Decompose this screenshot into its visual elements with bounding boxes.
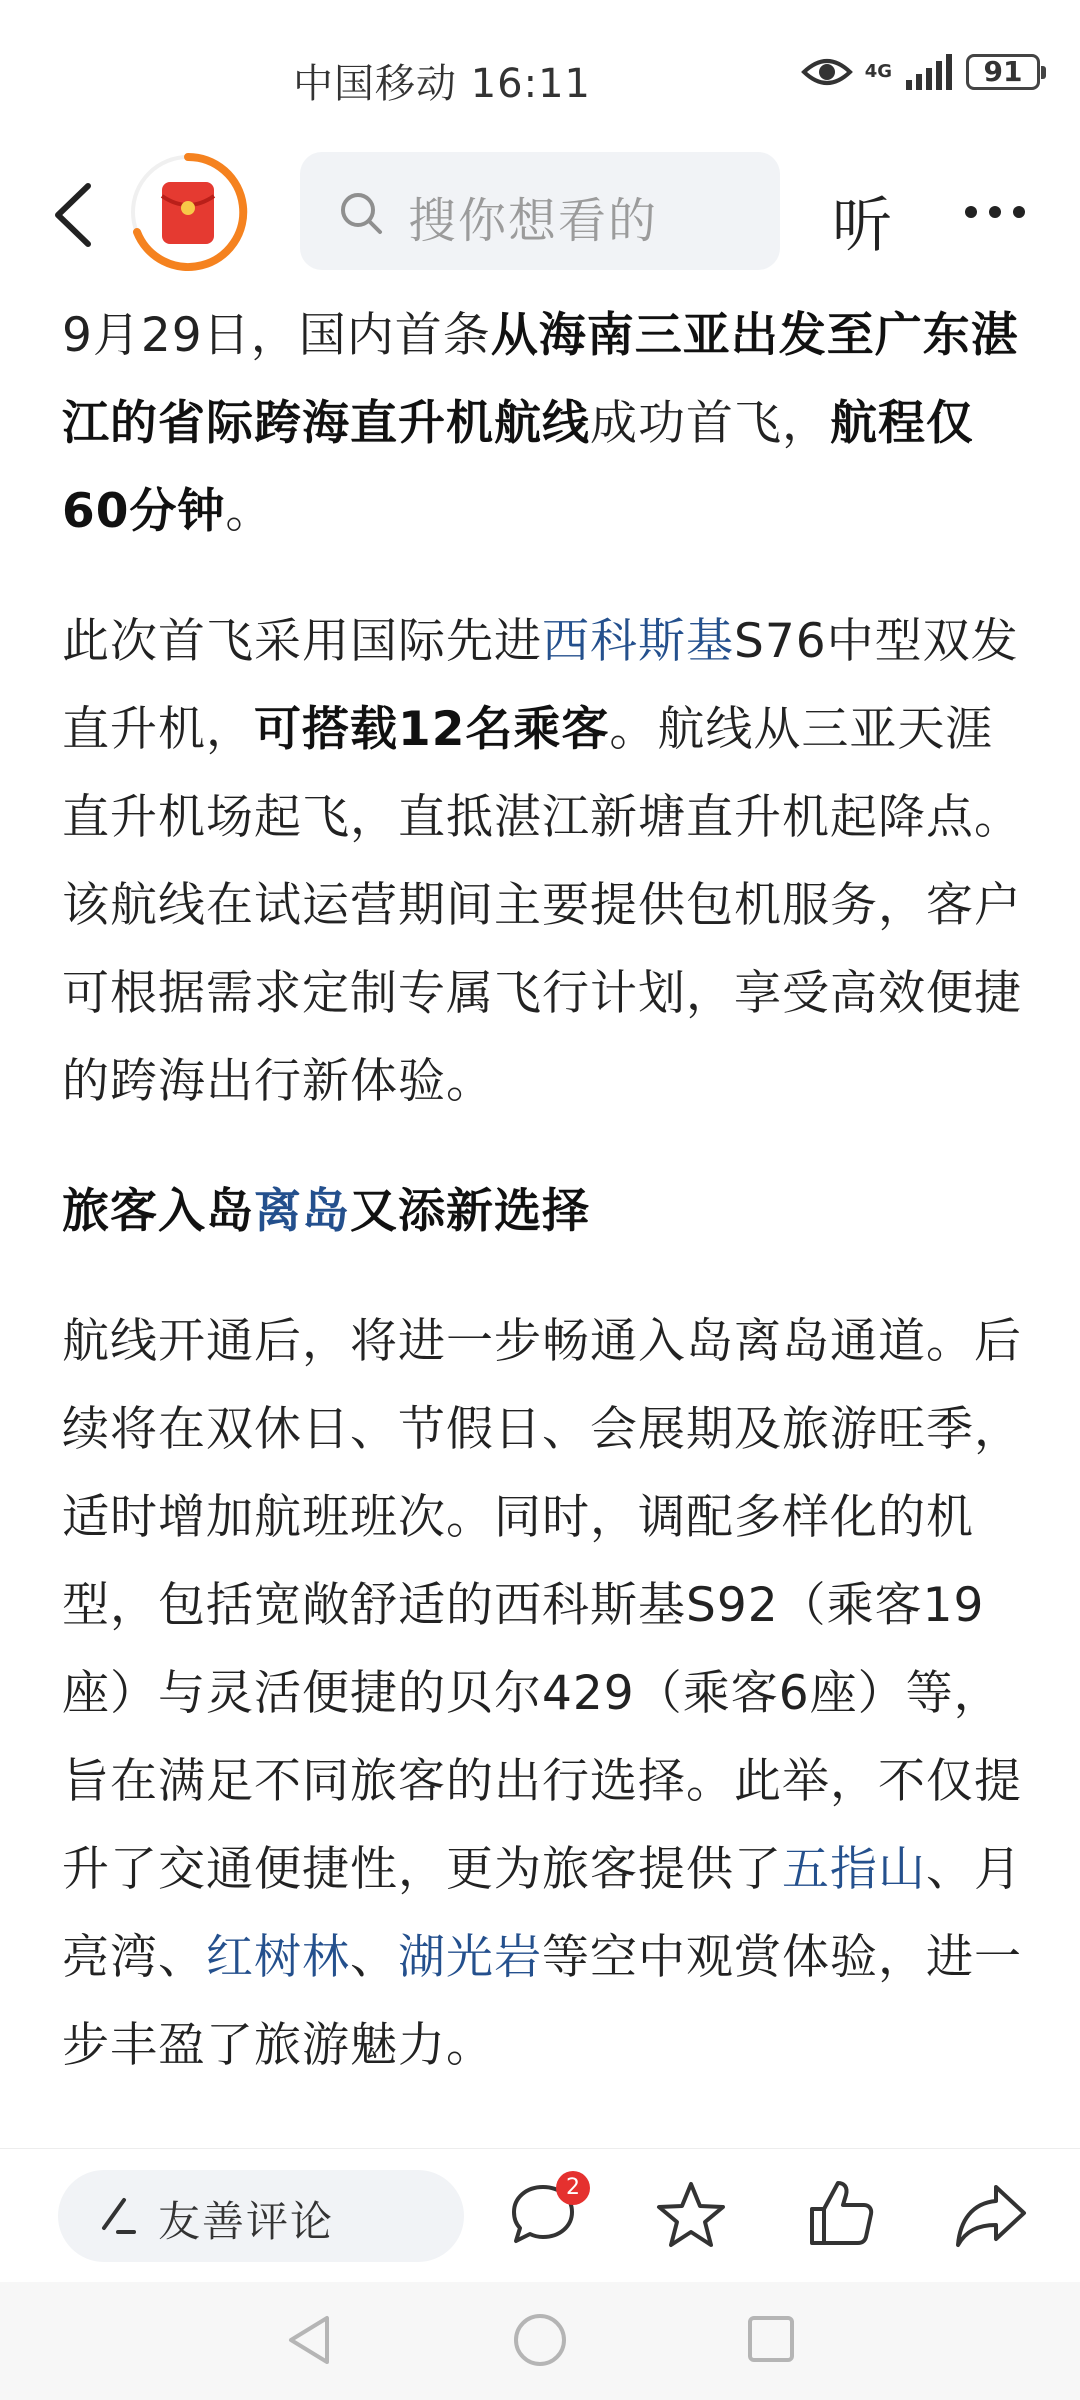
p3-text-c: 、 xyxy=(350,1930,398,1985)
p2-text-a: 此次首飞采用国际先进 xyxy=(62,614,542,669)
p1-bold-duration: 航程仅60分钟 xyxy=(62,396,974,539)
signal-icon xyxy=(904,54,954,90)
star-icon[interactable] xyxy=(655,2179,727,2251)
share-icon[interactable] xyxy=(954,2181,1028,2249)
eye-icon xyxy=(801,52,853,92)
paragraph-2 xyxy=(62,598,1022,1126)
p3-text-a: 航线开通后，将进一步畅通入岛离岛通道。后续将在双休日、节假日、会展期及旅游旺季，适时增加航班班次。同时，调配多样化的机型，包括宽敞舒适的西科斯基S92（乘客19座）与灵活便捷的贝尔429（乘客6座）等，旨在满足不同旅客的出行选择。此举，不仅提升了交通便捷性，更为旅客提供了 xyxy=(62,1314,1022,1897)
nav-recent-icon[interactable] xyxy=(746,2314,796,2364)
section-heading xyxy=(62,1168,1022,1256)
p1-text-c: 成功首飞， xyxy=(590,396,830,451)
comment-count-badge: 2 xyxy=(556,2171,590,2205)
paragraph-1 xyxy=(62,292,1022,556)
article-body xyxy=(62,292,1022,2090)
comment-placeholder: 友善评论 xyxy=(158,2197,335,2246)
more-icon[interactable] xyxy=(964,205,1026,219)
link-sikorsky[interactable]: 西科斯基 xyxy=(542,614,734,669)
status-icons xyxy=(801,52,1040,92)
p1-text-e: 。 xyxy=(225,484,274,539)
like-icon[interactable] xyxy=(806,2177,876,2249)
back-icon[interactable] xyxy=(50,180,96,250)
comment-input[interactable] xyxy=(58,2170,464,2262)
link-wuzhishan[interactable]: 五指山 xyxy=(782,1842,926,1897)
search-icon xyxy=(338,190,384,236)
search-box[interactable] xyxy=(300,152,780,270)
heading-text-b: 又添新选择 xyxy=(350,1184,590,1239)
search-placeholder: 搜你想看的 xyxy=(408,193,659,249)
paragraph-3 xyxy=(62,1298,1022,2090)
p2-text-b: S76中型双发直升机， xyxy=(62,614,1019,757)
p2-text-d: 。航线从三亚天涯直升机场起飞，直抵湛江新塘直升机起降点。该航线在试运营期间主要提供包机服务，客户可根据需求定制专属飞行计划，享受高效便捷的跨海出行新体验。 xyxy=(62,702,1022,1109)
battery-level: 91 xyxy=(983,55,1023,88)
network-label: 4G xyxy=(864,61,892,82)
system-nav-bar xyxy=(0,2282,1080,2400)
link-hongshulin[interactable]: 红树林 xyxy=(206,1930,350,1985)
bottom-action-bar xyxy=(0,2148,1080,2283)
p1-bold-route: 从海南三亚出发至广东湛江的省际跨海直升机航线 xyxy=(62,308,1019,451)
carrier-time: 中国移动 16:11 xyxy=(293,61,591,107)
status-bar xyxy=(0,0,1080,150)
p3-text-b: 、月亮湾、 xyxy=(62,1842,1022,1985)
p1-text-a: 9月29日，国内首条 xyxy=(62,308,491,363)
battery-icon xyxy=(966,54,1040,90)
app-logo[interactable] xyxy=(128,152,248,272)
p3-text-d: 等空中观赏体验，进一步丰盈了旅游魅力。 xyxy=(62,1930,1022,2073)
link-lidao[interactable]: 离岛 xyxy=(254,1184,350,1239)
link-huguangyan[interactable]: 湖光岩 xyxy=(398,1930,542,1985)
heading-text-a: 旅客入岛 xyxy=(62,1184,254,1239)
listen-button[interactable]: 听 xyxy=(832,191,892,261)
nav-back-icon[interactable] xyxy=(285,2312,333,2368)
pen-icon xyxy=(94,2194,138,2238)
nav-home-icon[interactable] xyxy=(512,2312,568,2368)
p2-bold-capacity: 可搭载12名乘客 xyxy=(254,702,610,757)
